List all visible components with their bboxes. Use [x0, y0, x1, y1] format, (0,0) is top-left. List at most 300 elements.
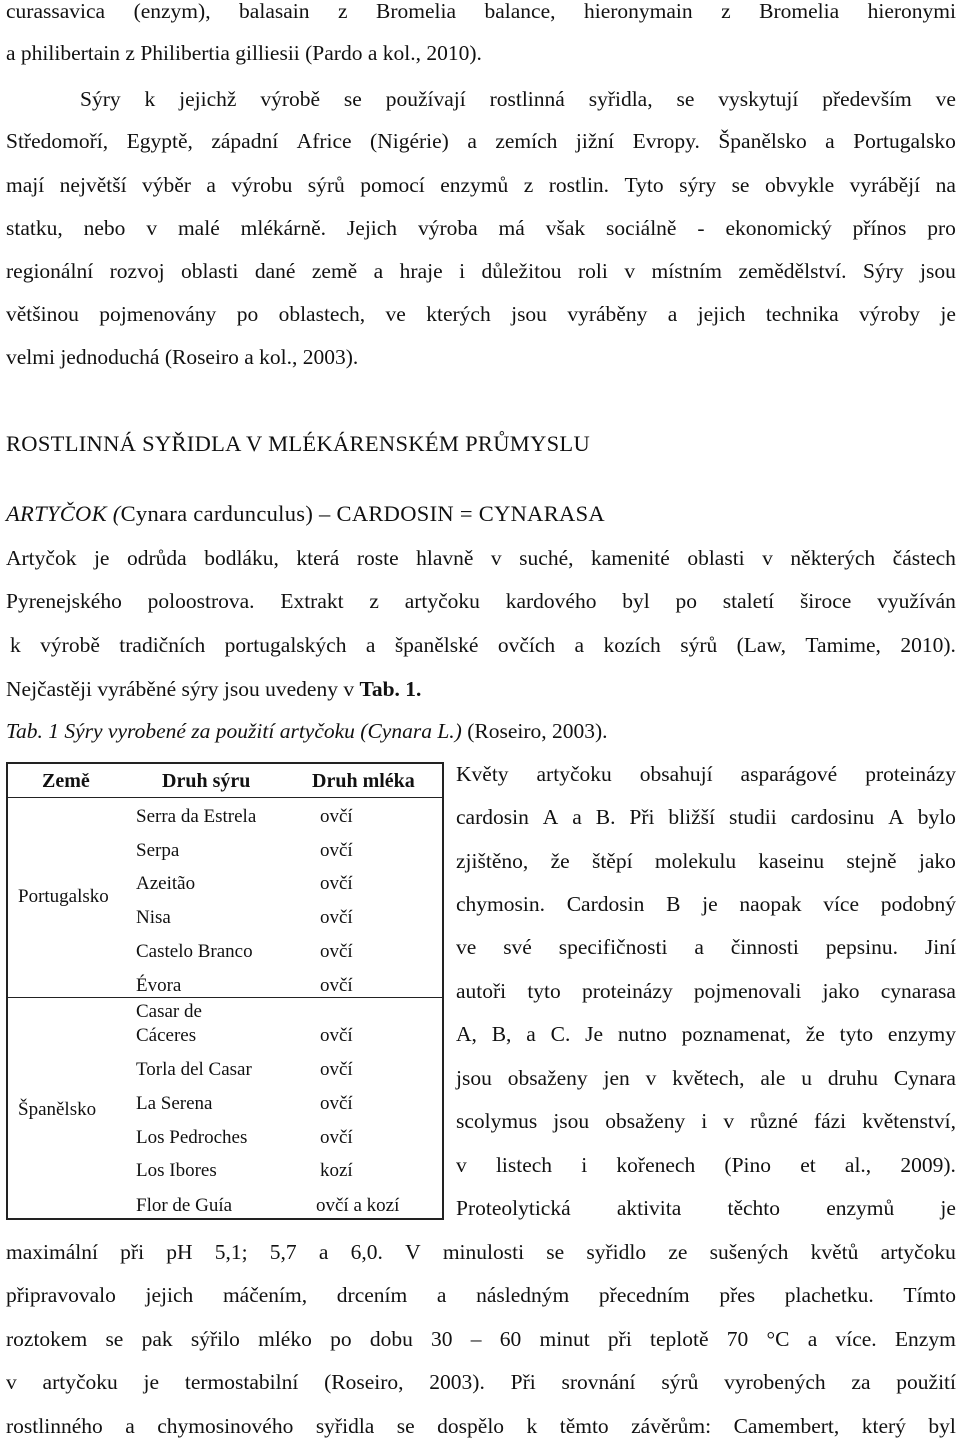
milk-cell: ovčí: [320, 1059, 353, 1080]
word: Středomoří,: [6, 129, 109, 153]
word: cardosin: [456, 805, 529, 829]
word: enzymů: [826, 1196, 895, 1220]
word: v: [762, 546, 773, 570]
word: výběr: [142, 173, 191, 197]
word: 5,1;: [214, 1240, 248, 1264]
word: al.,: [844, 1153, 872, 1177]
intro-line: velmi jednoduchá (Roseiro a kol., 2003).: [6, 345, 359, 369]
word: Sýry: [862, 259, 904, 283]
word: chymosinového: [157, 1414, 294, 1438]
word: Jejich: [346, 216, 398, 240]
word: technika: [765, 302, 839, 326]
word: pomocí: [360, 173, 425, 197]
milk-cell: ovčí: [320, 1093, 353, 1114]
word: aktivita: [616, 1196, 682, 1220]
subheading-rest: Cynara cardunculus) – CARDOSIN = CYNARASA: [120, 501, 605, 526]
word: hieronymain: [583, 0, 693, 23]
word: drcením: [336, 1283, 408, 1307]
word: 2003).: [429, 1370, 485, 1394]
word: pak: [141, 1327, 173, 1351]
word: obsahují: [639, 762, 713, 786]
word: sýry: [679, 173, 717, 197]
word: pepsinu.: [825, 935, 898, 959]
word: v: [723, 1109, 735, 1133]
country-cell: Portugalsko: [18, 886, 109, 907]
milk-cell: kozí: [320, 1160, 353, 1181]
word: zemědělství.: [738, 259, 847, 283]
intro-line: a philibertain z Philibertia gilliesii (Pardo a kol., 2010).: [6, 41, 482, 65]
subheading-italic: ARTYČOK (: [6, 501, 121, 526]
side-line: [456, 889, 956, 919]
word: teplotě: [650, 1327, 709, 1351]
side-line: [456, 932, 956, 962]
word: odrůda: [126, 546, 187, 570]
word: různé: [750, 1109, 798, 1133]
word: květech,: [672, 1066, 745, 1090]
word: bodláku,: [204, 546, 279, 570]
word: Při: [629, 805, 655, 829]
word: a: [125, 1414, 135, 1438]
header-milk: Druh mléka: [312, 770, 415, 792]
word: proteinázy: [865, 762, 956, 786]
word: použití: [896, 1370, 956, 1394]
word: pH: [166, 1240, 193, 1264]
word: však: [545, 216, 586, 240]
word: studii: [728, 805, 777, 829]
word: roste: [356, 546, 399, 570]
word: zjištěno,: [456, 849, 529, 873]
word: jižní: [575, 129, 615, 153]
word: po: [330, 1327, 352, 1351]
word: maximální: [6, 1240, 98, 1264]
table-caption-rest: (Roseiro, 2003).: [461, 719, 608, 743]
word: sýřilo: [190, 1327, 240, 1351]
word: z: [721, 0, 731, 23]
word: cardosinu: [790, 805, 875, 829]
word: se: [343, 87, 362, 111]
word: je: [940, 1196, 956, 1220]
word: fázi: [813, 1109, 847, 1133]
word: –: [470, 1327, 482, 1351]
word: °C: [766, 1327, 790, 1351]
word: (Roseiro,: [324, 1370, 404, 1394]
word: je: [143, 1370, 160, 1394]
side-line: [456, 1193, 956, 1223]
word: Artyčok: [6, 546, 77, 570]
word: kamenité: [591, 546, 670, 570]
word: bližší: [668, 805, 716, 829]
word: a: [206, 173, 216, 197]
word: se: [105, 1327, 124, 1351]
final-line: [6, 1280, 956, 1310]
word: země: [311, 259, 358, 283]
cheese-cell: La Serena: [136, 1093, 213, 1114]
word: (Pino: [724, 1153, 771, 1177]
word: Evropy.: [632, 129, 700, 153]
word: přes: [719, 1283, 756, 1307]
word: Cynara: [893, 1066, 956, 1090]
word: artyčoku: [536, 762, 612, 786]
word: ve: [935, 87, 956, 111]
word: Bromelia: [759, 0, 840, 23]
country-cell: Španělsko: [18, 1099, 97, 1120]
final-line: [6, 1411, 956, 1441]
word: a: [526, 1022, 536, 1046]
word: -: [697, 216, 705, 240]
word: a: [318, 1240, 329, 1264]
word: Enzym: [894, 1327, 956, 1351]
intro-line: [6, 126, 956, 156]
final-line: [6, 1367, 956, 1397]
cheese-cell: Flor de Guía: [136, 1195, 233, 1216]
word: Sýry: [80, 87, 121, 111]
word: výrobě: [260, 87, 321, 111]
word: bylo: [917, 805, 956, 829]
word: za: [851, 1370, 871, 1394]
word: se: [546, 1240, 565, 1264]
subheading: [6, 499, 956, 529]
final-line: [6, 1237, 956, 1267]
table-caption: [6, 716, 956, 746]
word: Tamime,: [805, 633, 881, 657]
word: květenství,: [862, 1109, 956, 1133]
intro-line: [6, 299, 956, 329]
table-header: [8, 764, 442, 798]
word: jsou: [511, 302, 547, 326]
word: kozích: [603, 633, 661, 657]
cheese-cell-continued: Cáceres: [136, 1025, 197, 1046]
side-line: [456, 759, 956, 789]
word: místním: [651, 259, 722, 283]
word: specifičnosti: [558, 935, 668, 959]
word: u: [801, 1066, 812, 1090]
word: Camembert,: [733, 1414, 840, 1438]
word: vyrábějí: [849, 173, 921, 197]
word: a: [572, 805, 582, 829]
word: poloostrova.: [147, 589, 255, 613]
word: Extrakt: [280, 589, 344, 613]
cheese-cell: Nisa: [136, 907, 171, 928]
para2-last-text: Nejčastěji vyráběné sýry jsou uvedeny v: [6, 677, 360, 701]
word: k: [526, 1414, 538, 1438]
word: plachetku.: [784, 1283, 874, 1307]
group-divider: [8, 997, 442, 998]
word: hraje: [399, 259, 443, 283]
word: jsou: [553, 1109, 590, 1133]
para2-line: [10, 630, 956, 660]
word: přecedním: [598, 1283, 690, 1307]
word: jako: [822, 979, 860, 1003]
cheese-cell: Torla del Casar: [136, 1059, 252, 1080]
word: při: [120, 1240, 145, 1264]
word: a: [467, 129, 477, 153]
word: Tyto: [624, 173, 664, 197]
word: druhu: [827, 1066, 878, 1090]
milk-cell: ovčí: [320, 873, 353, 894]
word: že: [805, 1022, 825, 1046]
word: v: [456, 1153, 467, 1177]
final-line: [6, 1324, 956, 1354]
word: jako: [918, 849, 956, 873]
word: rostlin.: [548, 173, 610, 197]
word: v: [146, 216, 158, 240]
word: statku,: [6, 216, 63, 240]
word: tradičních: [119, 633, 206, 657]
word: 2009).: [900, 1153, 956, 1177]
word: se: [676, 87, 695, 111]
word: oblasti: [687, 546, 745, 570]
word: i: [459, 259, 466, 283]
word: artyčoku: [42, 1370, 118, 1394]
word: oblastech,: [278, 302, 366, 326]
word: na: [935, 173, 956, 197]
word: nutno: [617, 1022, 667, 1046]
word: má: [498, 216, 525, 240]
word: 2010).: [900, 633, 956, 657]
word: většinou: [6, 302, 79, 326]
cheese-cell: Serpa: [136, 840, 180, 861]
word: jsou: [456, 1066, 492, 1090]
word: po: [236, 302, 259, 326]
header-country: Země: [42, 770, 90, 792]
cheese-cell: Azeitão: [136, 873, 196, 894]
side-line: [456, 976, 956, 1006]
word: cynarasa: [880, 979, 956, 1003]
word: Proteolytická: [456, 1196, 571, 1220]
header-cheese: Druh sýru: [162, 770, 251, 792]
word: i: [701, 1109, 708, 1133]
word: důležitou: [481, 259, 562, 283]
word: hlavně: [416, 546, 474, 570]
word: ve: [456, 935, 477, 959]
word: květů: [810, 1240, 859, 1264]
word: poznamenat,: [681, 1022, 791, 1046]
word: máčením,: [222, 1283, 308, 1307]
word: C.: [550, 1022, 571, 1046]
side-line: [456, 1150, 956, 1180]
word: částech: [892, 546, 956, 570]
word: v: [624, 259, 636, 283]
word: se: [731, 173, 750, 197]
word: scolymus: [456, 1109, 538, 1133]
word: rostlinná: [489, 87, 565, 111]
word: B: [666, 892, 681, 916]
word: A: [888, 805, 904, 829]
word: sušených: [709, 1240, 789, 1264]
word: mlékárně.: [240, 216, 327, 240]
word: při: [607, 1327, 632, 1351]
table-caption-italic: Tab. 1 Sýry vyrobené za použití artyčoku (Cynara L.): [6, 719, 462, 743]
word: (Nigérie): [370, 129, 449, 153]
milk-cell: ovčí: [320, 1025, 353, 1046]
word: asparágové: [740, 762, 838, 786]
word: enzymů: [440, 173, 509, 197]
word: vyskytují: [718, 87, 799, 111]
word: v: [6, 1370, 17, 1394]
word: výrobu: [231, 173, 293, 197]
word: z: [337, 0, 348, 23]
word: roli: [578, 259, 608, 283]
milk-cell: ovčí: [320, 840, 353, 861]
word: 6,0.: [350, 1240, 383, 1264]
milk-cell: ovčí a kozí: [316, 1195, 400, 1216]
word: je: [702, 892, 718, 916]
word: a: [574, 633, 585, 657]
word: listech: [495, 1153, 553, 1177]
word: molekulu: [654, 849, 737, 873]
word: B,: [491, 1022, 512, 1046]
word: termostabilní: [184, 1370, 299, 1394]
word: jsou: [920, 259, 956, 283]
word: štěpí: [591, 849, 633, 873]
word: balance,: [484, 0, 556, 23]
word: zemích: [495, 129, 558, 153]
word: hieronymi: [867, 0, 956, 23]
word: minulosti: [442, 1240, 525, 1264]
word: největší: [59, 173, 127, 197]
word: staletí: [722, 589, 775, 613]
word: těchto: [727, 1196, 781, 1220]
word: Květy: [456, 762, 509, 786]
word: regionální: [6, 259, 94, 283]
word: více: [823, 892, 859, 916]
word: a: [436, 1283, 447, 1307]
intro-line: [6, 213, 956, 243]
word: et: [800, 1153, 816, 1177]
word: V: [405, 1240, 421, 1264]
word: byl: [622, 589, 650, 613]
word: curassavica: [6, 0, 106, 23]
word: a: [694, 935, 704, 959]
word: a: [667, 302, 678, 326]
word: který: [861, 1414, 906, 1438]
side-line: [456, 1106, 956, 1136]
word: ovčích: [497, 633, 556, 657]
word: stejně: [846, 849, 897, 873]
word: Tímto: [903, 1283, 956, 1307]
side-line: [456, 1019, 956, 1049]
word: dospělo: [437, 1414, 505, 1438]
cheese-cell: Casar de: [136, 1001, 202, 1022]
word: dané: [254, 259, 296, 283]
word: po: [675, 589, 698, 613]
word: kardového: [505, 589, 597, 613]
word: přínos: [852, 216, 907, 240]
word: své: [503, 935, 532, 959]
word: využíván: [877, 589, 956, 613]
word: rostlinného: [6, 1414, 103, 1438]
word: suché,: [519, 546, 574, 570]
word: nebo: [83, 216, 126, 240]
word: španělské: [394, 633, 479, 657]
word: jejich: [145, 1283, 194, 1307]
word: Jiní: [924, 935, 956, 959]
word: připravovalo: [6, 1283, 116, 1307]
cheese-cell: Los Ibores: [136, 1160, 217, 1181]
word: více.: [835, 1327, 877, 1351]
word: obsaženy: [605, 1109, 686, 1133]
word: A,: [456, 1022, 477, 1046]
word: která: [296, 546, 340, 570]
word: k: [144, 87, 156, 111]
word: že: [550, 849, 570, 873]
milk-cell: ovčí: [320, 907, 353, 928]
word: Španělsko: [718, 129, 807, 153]
word: ze: [668, 1240, 688, 1264]
cheese-cell: Castelo Branco: [136, 941, 253, 962]
intro-line: [6, 170, 956, 200]
word: roztokem: [6, 1327, 88, 1351]
word: kterých: [426, 302, 491, 326]
word: autoři: [456, 979, 507, 1003]
word: v: [490, 546, 502, 570]
word: činnosti: [730, 935, 799, 959]
word: portugalských: [224, 633, 347, 657]
word: proteinázy: [581, 979, 673, 1003]
word: jejich: [697, 302, 746, 326]
word: tyto: [527, 979, 561, 1003]
word: oblasti: [181, 259, 239, 283]
word: z: [369, 589, 379, 613]
word: ale: [760, 1066, 786, 1090]
word: pro: [927, 216, 956, 240]
word: široce: [799, 589, 852, 613]
word: malé: [177, 216, 220, 240]
word: (enzym),: [133, 0, 211, 23]
word: (Law,: [736, 633, 786, 657]
word: 5,7: [269, 1240, 297, 1264]
word: artyčoku: [880, 1240, 956, 1264]
cheese-cell: Serra da Estrela: [136, 806, 257, 827]
word: používají: [385, 87, 466, 111]
word: artyčoku: [404, 589, 480, 613]
word: sociálně: [606, 216, 677, 240]
word: a: [373, 259, 384, 283]
word: a: [807, 1327, 818, 1351]
para2-line: [6, 543, 956, 573]
cheese-cell: Los Pedroches: [136, 1127, 248, 1148]
word: i: [581, 1153, 588, 1177]
word: 60: [499, 1327, 522, 1351]
word: především: [822, 87, 912, 111]
word: B.: [595, 805, 616, 829]
table-reference: Tab. 1.: [359, 677, 422, 701]
side-line: [456, 802, 956, 832]
word: Při: [510, 1370, 536, 1394]
word: jejichž: [179, 87, 237, 111]
side-line: [456, 1063, 956, 1093]
milk-cell: ovčí: [320, 806, 353, 827]
word: některých: [790, 546, 876, 570]
word: balasain: [239, 0, 310, 23]
word: pojmenovány: [99, 302, 217, 326]
word: Egyptě,: [126, 129, 193, 153]
word: je: [93, 546, 110, 570]
word: ekonomický: [725, 216, 832, 240]
word: rozvoj: [109, 259, 165, 283]
milk-cell: ovčí: [320, 1127, 353, 1148]
para2-last-line: [6, 674, 956, 704]
section-heading: ROSTLINNÁ SYŘIDLA V MLÉKÁRENSKÉM PRŮMYSLU: [6, 431, 591, 456]
word: syřidla,: [588, 87, 653, 111]
word: minut: [539, 1327, 590, 1351]
word: jen: [603, 1066, 630, 1090]
word: sýrů: [680, 633, 718, 657]
word: Je: [585, 1022, 604, 1046]
word: kořenech: [616, 1153, 696, 1177]
header-divider: [8, 797, 442, 798]
word: mají: [6, 173, 45, 197]
